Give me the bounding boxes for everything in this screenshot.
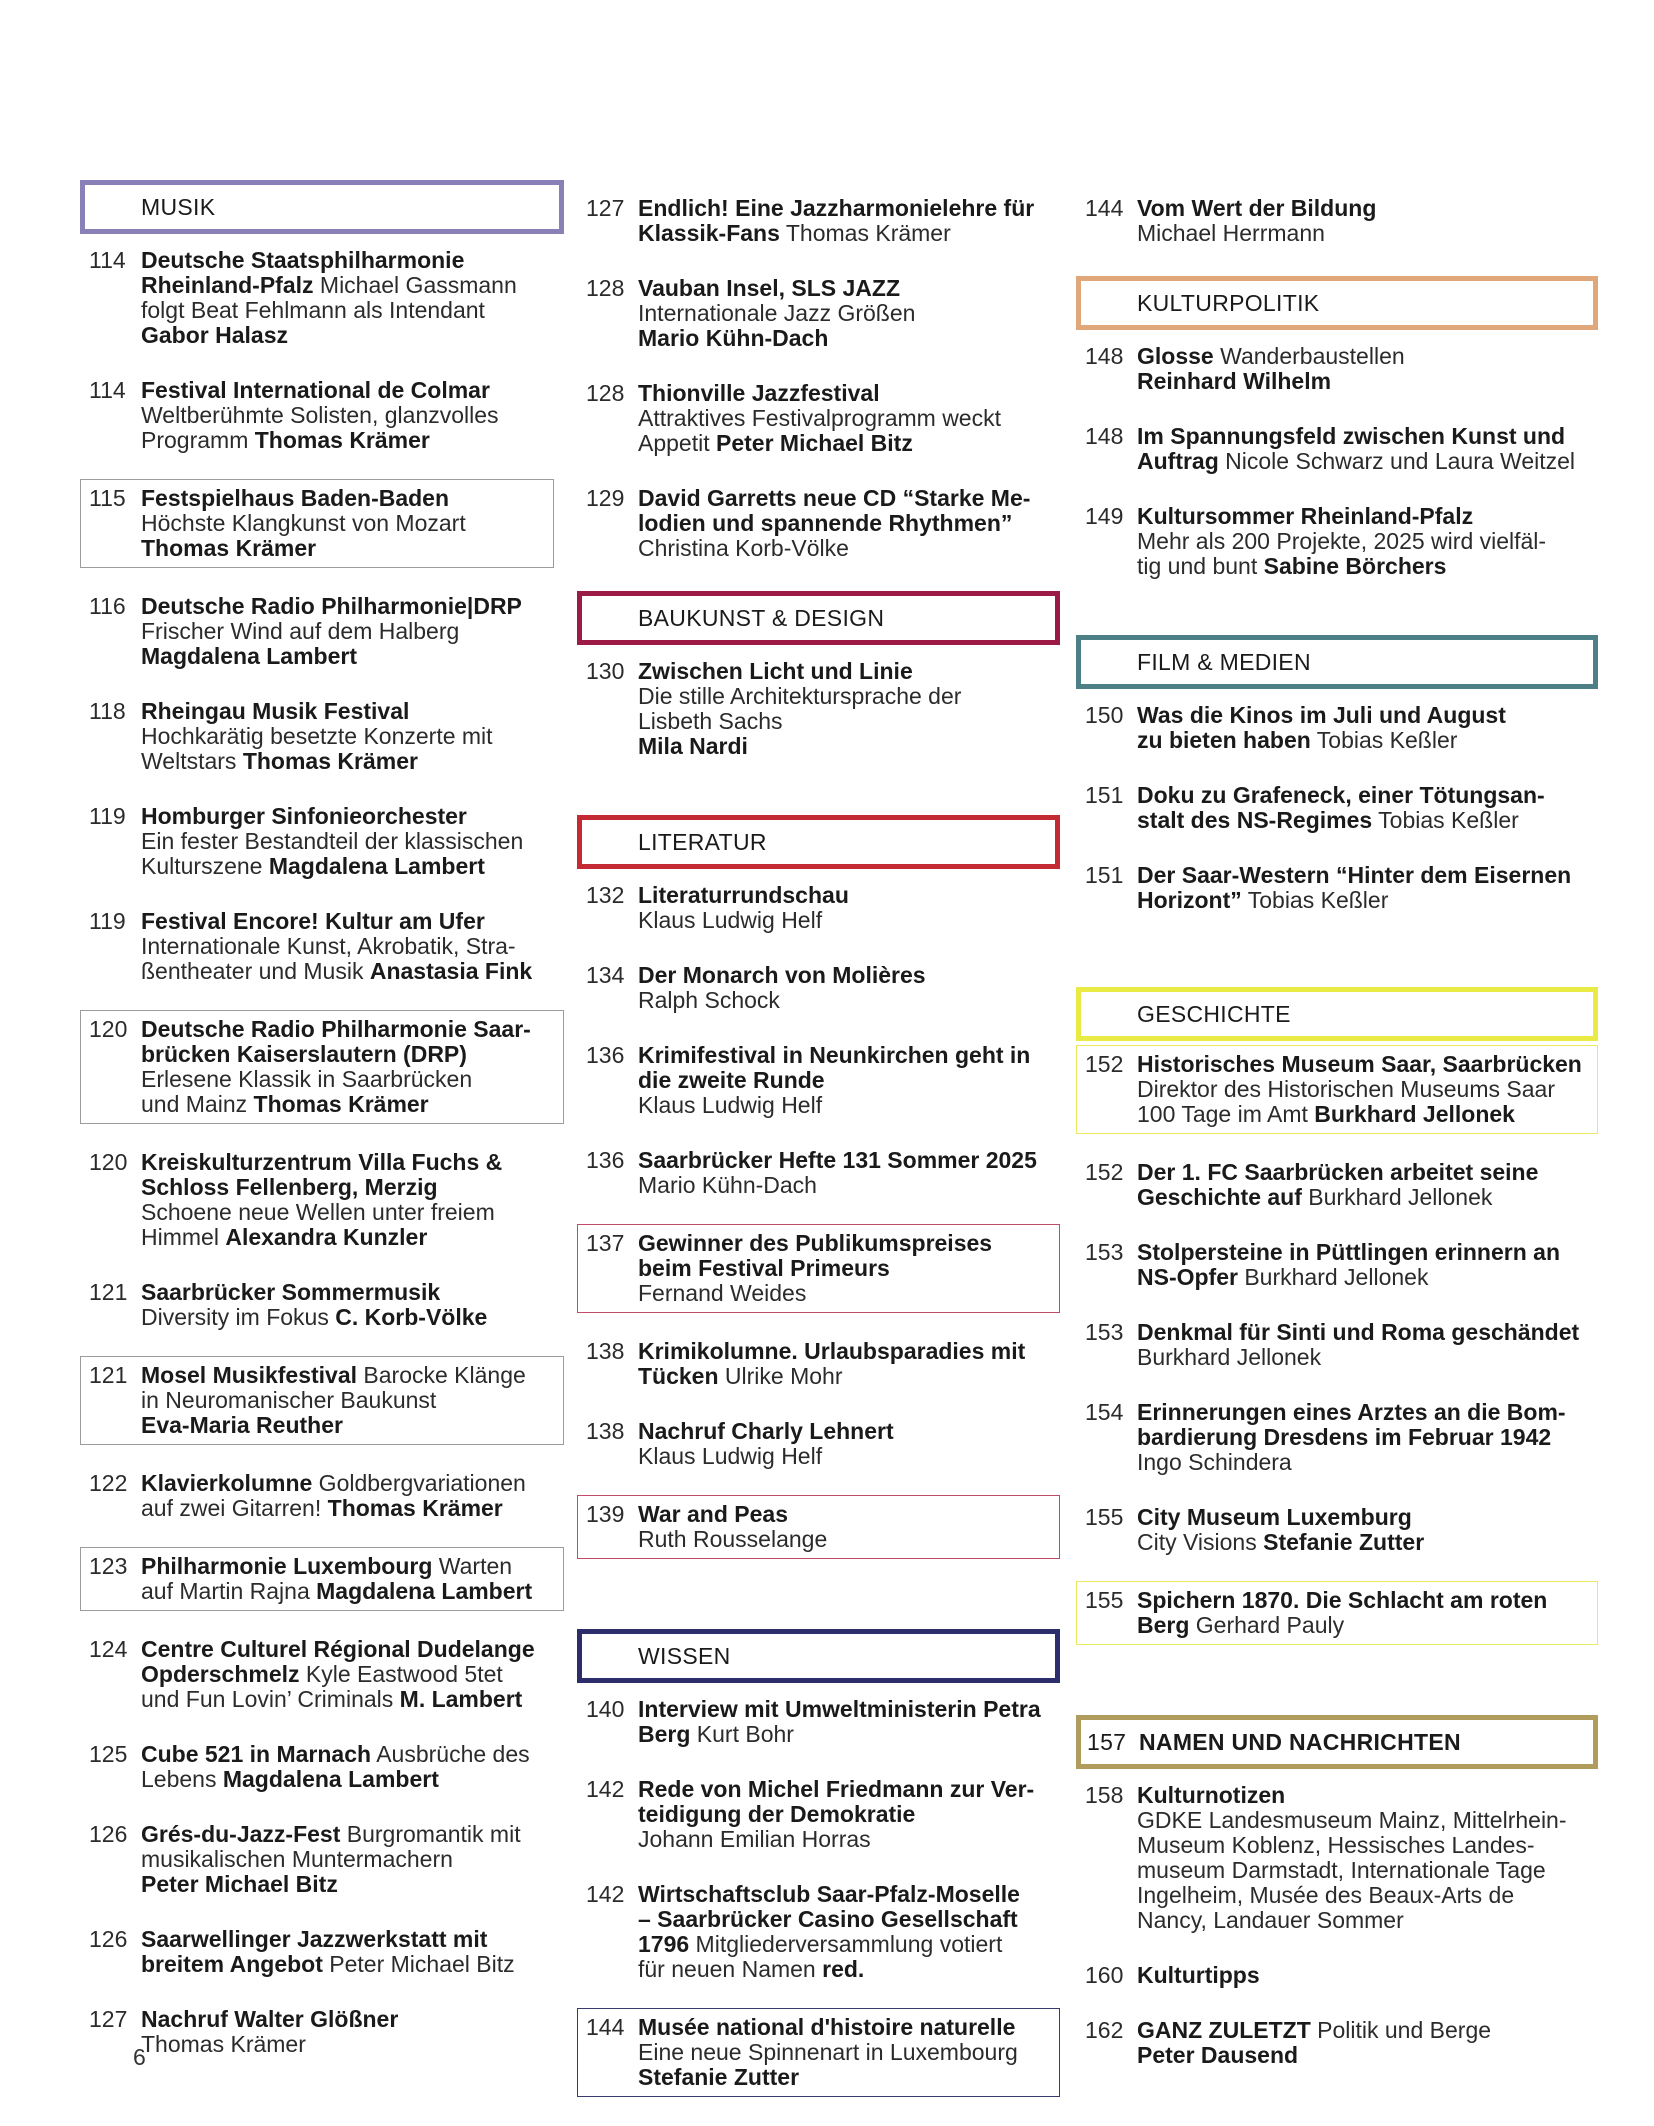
entry-author: C. Korb-Völke bbox=[335, 1304, 488, 1330]
entry-subtitle: Frischer Wind auf dem Halberg bbox=[141, 618, 460, 644]
entry-subtitle: Eine neue Spinnenart in Luxembourg bbox=[638, 2039, 1018, 2065]
entry-author: Christina Korb-Völke bbox=[638, 535, 849, 561]
entry-author: Thomas Krämer bbox=[242, 748, 418, 774]
entry-author: Stefanie Zutter bbox=[1263, 1529, 1425, 1555]
page-ref: 122 bbox=[89, 1470, 128, 1496]
entry-title: Deutsche Radio Philharmonie|DRP bbox=[141, 593, 522, 619]
entry-subtitle: Himmel bbox=[141, 1224, 226, 1250]
entry-title: Kreiskulturzentrum Villa Fuchs & bbox=[141, 1149, 503, 1175]
entry-title: bardierung Dresdens im Februar 1942 bbox=[1137, 1424, 1552, 1450]
entry-title: Musée national d'histoire naturelle bbox=[638, 2014, 1016, 2040]
entry-author: Michael Gassmann bbox=[313, 272, 517, 298]
column-3 bbox=[1076, 180, 1598, 2072]
page-ref: 132 bbox=[586, 882, 625, 908]
entry-author: Magdalena Lambert bbox=[316, 1578, 533, 1604]
page-ref: 126 bbox=[89, 1821, 128, 1847]
toc-entry[interactable] bbox=[577, 1039, 1060, 1122]
entry-subtitle: Weltstars bbox=[141, 748, 243, 774]
entry-author: Burkhard Jellonek bbox=[1237, 1264, 1429, 1290]
page-ref: 118 bbox=[89, 698, 126, 724]
toc-entry[interactable] bbox=[577, 1335, 1060, 1393]
entry-title: Mosel Musikfestival bbox=[141, 1362, 358, 1388]
page-ref: 150 bbox=[1085, 702, 1124, 728]
section-header-film: FILM & MEDIEN bbox=[1076, 635, 1598, 689]
entry-title: die zweite Runde bbox=[638, 1067, 825, 1093]
entry-author: Sabine Börchers bbox=[1263, 553, 1447, 579]
page-ref: 153 bbox=[1085, 1239, 1124, 1265]
toc-entry[interactable] bbox=[1076, 699, 1598, 757]
entry-subtitle: und Fun Lovin’ Criminals bbox=[141, 1686, 400, 1712]
entry-author: red. bbox=[822, 1956, 865, 1982]
toc-entry-highlighted[interactable] bbox=[80, 479, 554, 568]
entry-author: Peter Michael Bitz bbox=[716, 430, 913, 456]
page-ref: 142 bbox=[586, 1881, 625, 1907]
entry-title: Rheingau Musik Festival bbox=[141, 698, 410, 724]
entry-author: Tobias Keßler bbox=[1241, 887, 1389, 913]
page-ref: 148 bbox=[1085, 343, 1124, 369]
entry-title: breitem Angebot bbox=[141, 1951, 323, 1977]
page-ref: 129 bbox=[586, 485, 625, 511]
toc-entry[interactable] bbox=[1076, 2014, 1598, 2072]
entry-title: Spichern 1870. Die Schlacht am roten bbox=[1137, 1587, 1548, 1613]
toc-entry-highlighted[interactable] bbox=[577, 1224, 1060, 1313]
toc-entry[interactable] bbox=[80, 1633, 564, 1716]
entry-title: zu bieten haben bbox=[1137, 727, 1311, 753]
entry-title: Festspielhaus Baden-Baden bbox=[141, 485, 450, 511]
entry-author: Klaus Ludwig Helf bbox=[638, 907, 823, 933]
toc-entry[interactable] bbox=[577, 1144, 1060, 1202]
entry-title: Was die Kinos im Juli und August bbox=[1137, 702, 1506, 728]
entry-title: Zwischen Licht und Linie bbox=[638, 658, 913, 684]
page-ref: 126 bbox=[89, 1926, 128, 1952]
entry-author: Mila Nardi bbox=[638, 733, 748, 759]
entry-title: Rede von Michel Friedmann zur Ver- bbox=[638, 1776, 1035, 1802]
entry-subtitle: Nancy, Landauer Sommer bbox=[1137, 1907, 1404, 1933]
entry-title: Auftrag bbox=[1137, 448, 1219, 474]
page-ref: 151 bbox=[1085, 862, 1124, 888]
page-ref: 119 bbox=[89, 908, 126, 934]
toc-entry[interactable] bbox=[80, 1146, 564, 1254]
toc-entry[interactable] bbox=[1076, 1236, 1598, 1294]
entry-title: Geschichte auf bbox=[1137, 1184, 1302, 1210]
entry-title: Endlich! Eine Jazzharmonielehre für bbox=[638, 195, 1035, 221]
page-ref: 151 bbox=[1085, 782, 1124, 808]
entry-subtitle: Appetit bbox=[638, 430, 716, 456]
page-ref: 121 bbox=[89, 1279, 128, 1305]
entry-subtitle: Barocke Klänge bbox=[357, 1362, 526, 1388]
entry-subtitle: Programm bbox=[141, 427, 255, 453]
toc-entry[interactable] bbox=[80, 2003, 564, 2061]
entry-title: War and Peas bbox=[638, 1501, 788, 1527]
page-ref: 140 bbox=[586, 1696, 625, 1722]
page-ref: 120 bbox=[89, 1016, 128, 1042]
entry-title: Deutsche Staatsphilharmonie bbox=[141, 247, 465, 273]
page-ref: 123 bbox=[89, 1553, 128, 1579]
page-ref: 144 bbox=[586, 2014, 625, 2040]
page-ref: 128 bbox=[586, 380, 625, 406]
section-header-literatur: LITERATUR bbox=[577, 815, 1060, 869]
entry-title: Centre Culturel Régional Dudelange bbox=[141, 1636, 535, 1662]
entry-author: Thomas Krämer bbox=[779, 220, 951, 246]
toc-entry[interactable] bbox=[1076, 1156, 1598, 1214]
entry-author: Peter Michael Bitz bbox=[141, 1871, 338, 1897]
page-ref: 119 bbox=[89, 803, 126, 829]
toc-entry[interactable] bbox=[80, 1467, 564, 1525]
entry-subtitle: Höchste Klangkunst von Mozart bbox=[141, 510, 466, 536]
entry-subtitle: musikalischen Muntermachern bbox=[141, 1846, 453, 1872]
entry-subtitle: Wanderbaustellen bbox=[1213, 343, 1405, 369]
page-ref: 148 bbox=[1085, 423, 1124, 449]
toc-entry[interactable] bbox=[577, 1415, 1060, 1473]
toc-entry[interactable] bbox=[80, 695, 564, 778]
entry-subtitle: Weltberühmte Solisten, glanzvolles bbox=[141, 402, 499, 428]
entry-title: Glosse bbox=[1137, 343, 1214, 369]
entry-title: City Museum Luxemburg bbox=[1137, 1504, 1412, 1530]
page-ref: 152 bbox=[1085, 1159, 1124, 1185]
page-ref: 114 bbox=[89, 377, 126, 403]
toc-entry[interactable] bbox=[577, 879, 1060, 937]
entry-title: Horizont” bbox=[1137, 887, 1242, 913]
entry-author: Burkhard Jellonek bbox=[1314, 1101, 1515, 1127]
entry-title: Stolpersteine in Püttlingen erinnern an bbox=[1137, 1239, 1560, 1265]
entry-author: Gabor Halasz bbox=[141, 322, 288, 348]
entry-author: Ingo Schindera bbox=[1137, 1449, 1292, 1475]
page-ref: 152 bbox=[1085, 1051, 1124, 1077]
entry-title: Klavierkolumne bbox=[141, 1470, 313, 1496]
entry-subtitle: GDKE Landesmuseum Mainz, Mittelrhein- bbox=[1137, 1807, 1567, 1833]
page-ref: 157 bbox=[1087, 1728, 1127, 1755]
entry-title: Cube 521 in Marnach bbox=[141, 1741, 372, 1767]
page-ref: 114 bbox=[89, 247, 126, 273]
toc-entry[interactable] bbox=[1076, 1396, 1598, 1479]
entry-title: Saarwellinger Jazzwerkstatt mit bbox=[141, 1926, 488, 1952]
toc-entry[interactable] bbox=[1076, 1316, 1598, 1374]
entry-subtitle: Hochkarätig besetzte Konzerte mit bbox=[141, 723, 493, 749]
entry-title: Vom Wert der Bildung bbox=[1137, 195, 1377, 221]
toc-entry[interactable] bbox=[1076, 1779, 1598, 1937]
entry-subtitle: in Neuromanischer Baukunst bbox=[141, 1387, 437, 1413]
entry-author: Thomas Krämer bbox=[253, 1091, 429, 1117]
section-header-baukunst: BAUKUNST & DESIGN bbox=[577, 591, 1060, 645]
toc-entry-highlighted[interactable] bbox=[577, 1495, 1060, 1559]
entry-title: Kulturtipps bbox=[1137, 1962, 1260, 1988]
toc-entry-highlighted[interactable] bbox=[80, 1356, 564, 1445]
entry-title: – Saarbrücker Casino Gesellschaft bbox=[638, 1906, 1018, 1932]
entry-author: Burkhard Jellonek bbox=[1137, 1344, 1322, 1370]
entry-subtitle: Diversity im Fokus bbox=[141, 1304, 336, 1330]
entry-subtitle: Mitgliederversammlung votiert bbox=[689, 1931, 1003, 1957]
entry-title: Opderschmelz bbox=[141, 1661, 300, 1687]
page-ref: 155 bbox=[1085, 1587, 1124, 1613]
entry-subtitle: museum Darmstadt, Internationale Tage bbox=[1137, 1857, 1546, 1883]
entry-author: Tobias Keßler bbox=[1310, 727, 1458, 753]
entry-subtitle: Die stille Architektursprache der bbox=[638, 683, 962, 709]
toc-entry[interactable] bbox=[1076, 859, 1598, 917]
entry-title: Der Monarch von Molières bbox=[638, 962, 926, 988]
entry-author: Anastasia Fink bbox=[369, 958, 533, 984]
entry-author: Ulrike Mohr bbox=[718, 1363, 843, 1389]
page-ref: 120 bbox=[89, 1149, 128, 1175]
entry-subtitle: Lebens bbox=[141, 1766, 223, 1792]
entry-subtitle: tig und bunt bbox=[1137, 553, 1264, 579]
entry-title: Grés-du-Jazz-Fest bbox=[141, 1821, 341, 1847]
entry-author: Nicole Schwarz und Laura Weitzel bbox=[1218, 448, 1576, 474]
entry-title: Erinnerungen eines Arztes an die Bom- bbox=[1137, 1399, 1566, 1425]
entry-subtitle: Internationale Jazz Größen bbox=[638, 300, 916, 326]
toc-entry[interactable] bbox=[80, 374, 564, 457]
entry-title: Im Spannungsfeld zwischen Kunst und bbox=[1137, 423, 1566, 449]
toc-entry[interactable] bbox=[80, 905, 564, 988]
entry-subtitle: Ausbrüche des bbox=[371, 1741, 530, 1767]
toc-entry[interactable] bbox=[1076, 1959, 1598, 1992]
toc-entry[interactable] bbox=[80, 1738, 564, 1796]
entry-subtitle: Attraktives Festivalprogramm weckt bbox=[638, 405, 1001, 431]
entry-subtitle: Warten bbox=[432, 1553, 513, 1579]
entry-author: Fernand Weides bbox=[638, 1280, 807, 1306]
page-ref: 155 bbox=[1085, 1504, 1124, 1530]
entry-author: Thomas Krämer bbox=[254, 427, 430, 453]
entry-title: Denkmal für Sinti und Roma geschändet bbox=[1137, 1319, 1580, 1345]
page-ref: 125 bbox=[89, 1741, 128, 1767]
entry-author: Eva-Maria Reuther bbox=[141, 1412, 343, 1438]
entry-title: Kulturnotizen bbox=[1137, 1782, 1286, 1808]
page-ref: 138 bbox=[586, 1418, 625, 1444]
entry-author: Ralph Schock bbox=[638, 987, 780, 1013]
entry-author: Alexandra Kunzler bbox=[225, 1224, 428, 1250]
entry-subtitle: Politik und Berge bbox=[1310, 2017, 1492, 2043]
page-ref: 127 bbox=[89, 2006, 128, 2032]
entry-title: Saarbrücker Sommermusik bbox=[141, 1279, 441, 1305]
entry-title: Homburger Sinfonieorchester bbox=[141, 803, 467, 829]
entry-author: M. Lambert bbox=[399, 1686, 523, 1712]
page-ref: 136 bbox=[586, 1147, 625, 1173]
entry-author: Thomas Krämer bbox=[141, 535, 317, 561]
column-1 bbox=[80, 180, 564, 2061]
toc-entry[interactable] bbox=[80, 1276, 564, 1334]
entry-title: Tücken bbox=[638, 1363, 719, 1389]
page-ref: 124 bbox=[89, 1636, 128, 1662]
page-ref: 134 bbox=[586, 962, 625, 988]
entry-title: Kultursommer Rheinland-Pfalz bbox=[1137, 503, 1474, 529]
entry-title: stalt des NS-Regimes bbox=[1137, 807, 1373, 833]
entry-author: Klaus Ludwig Helf bbox=[638, 1092, 823, 1118]
toc-entry-highlighted[interactable] bbox=[80, 1010, 564, 1124]
column-2 bbox=[577, 180, 1060, 2097]
toc-entry[interactable] bbox=[1076, 340, 1598, 398]
entry-subtitle: Burgromantik mit bbox=[340, 1821, 521, 1847]
entry-title: Deutsche Radio Philharmonie Saar- bbox=[141, 1016, 531, 1042]
entry-subtitle: Mehr als 200 Projekte, 2025 wird vielfäl- bbox=[1137, 528, 1547, 554]
toc-entry[interactable] bbox=[80, 1818, 564, 1901]
page-ref: 154 bbox=[1085, 1399, 1124, 1425]
entry-author: Thomas Krämer bbox=[141, 2031, 306, 2057]
entry-title: Philharmonie Luxembourg bbox=[141, 1553, 433, 1579]
entry-title: beim Festival Primeurs bbox=[638, 1255, 890, 1281]
entry-subtitle: Kyle Eastwood 5tet bbox=[299, 1661, 503, 1687]
entry-title: Der Saar-Western “Hinter dem Eisernen bbox=[1137, 862, 1572, 888]
toc-entry[interactable] bbox=[577, 1878, 1060, 1986]
entry-subtitle: ßentheater und Musik bbox=[141, 958, 370, 984]
entry-title: Klassik-Fans bbox=[638, 220, 780, 246]
entry-title: Doku zu Grafeneck, einer Tötungsan- bbox=[1137, 782, 1545, 808]
entry-title: Festival Encore! Kultur am Ufer bbox=[141, 908, 485, 934]
entry-subtitle: Ingelheim, Musée des Beaux-Arts de bbox=[1137, 1882, 1515, 1908]
page-ref: 142 bbox=[586, 1776, 625, 1802]
entry-title: Historisches Museum Saar, Saarbrücken bbox=[1137, 1051, 1582, 1077]
entry-subtitle: Lisbeth Sachs bbox=[638, 708, 783, 734]
toc-entry[interactable] bbox=[1076, 1501, 1598, 1559]
entry-title: lodien und spannende Rhythmen” bbox=[638, 510, 1013, 536]
toc-entry[interactable] bbox=[577, 377, 1060, 460]
entry-author: Thomas Krämer bbox=[327, 1495, 503, 1521]
entry-subtitle: Kulturszene bbox=[141, 853, 269, 879]
toc-entry-highlighted[interactable] bbox=[80, 1547, 564, 1611]
entry-title: Berg bbox=[638, 1721, 691, 1747]
entry-title: GANZ ZULETZT bbox=[1137, 2017, 1311, 2043]
toc-entry-highlighted[interactable] bbox=[1076, 1581, 1598, 1645]
toc-entry[interactable] bbox=[80, 1923, 564, 1981]
toc-entry[interactable] bbox=[577, 272, 1060, 355]
entry-title: Rheinland-Pfalz bbox=[141, 272, 314, 298]
toc-entry[interactable] bbox=[577, 482, 1060, 565]
page-ref: 116 bbox=[89, 593, 126, 619]
entry-title: Der 1. FC Saarbrücken arbeitet seine bbox=[1137, 1159, 1539, 1185]
page-ref: 127 bbox=[586, 195, 625, 221]
entry-title: Nachruf Charly Lehnert bbox=[638, 1418, 894, 1444]
entry-title: teidigung der Demokratie bbox=[638, 1801, 916, 1827]
entry-subtitle: Internationale Kunst, Akrobatik, Stra- bbox=[141, 933, 516, 959]
entry-title: David Garretts neue CD “Starke Me- bbox=[638, 485, 1031, 511]
entry-subtitle: Goldbergvariationen bbox=[312, 1470, 526, 1496]
toc-entry[interactable] bbox=[80, 244, 564, 352]
entry-title: Krimikolumne. Urlaubsparadies mit bbox=[638, 1338, 1026, 1364]
section-header-musik: MUSIK bbox=[80, 180, 564, 234]
toc-entry[interactable] bbox=[577, 192, 1060, 250]
page-ref: 158 bbox=[1085, 1782, 1124, 1808]
page-number: 6 bbox=[133, 2044, 146, 2070]
entry-author: Magdalena Lambert bbox=[268, 853, 485, 879]
entry-author: Ruth Rousselange bbox=[638, 1526, 828, 1552]
entry-author: Johann Emilian Horras bbox=[638, 1826, 871, 1852]
page-ref: 138 bbox=[586, 1338, 625, 1364]
entry-title: Berg bbox=[1137, 1612, 1190, 1638]
entry-title: Gewinner des Publikumspreises bbox=[638, 1230, 993, 1256]
entry-subtitle: Erlesene Klassik in Saarbrücken bbox=[141, 1066, 473, 1092]
entry-title: 1796 bbox=[638, 1931, 690, 1957]
entry-subtitle: 100 Tage im Amt bbox=[1137, 1101, 1315, 1127]
entry-author: Mario Kühn-Dach bbox=[638, 325, 829, 351]
entry-title: Krimifestival in Neunkirchen geht in bbox=[638, 1042, 1031, 1068]
entry-title: Thionville Jazzfestival bbox=[638, 380, 880, 406]
section-header-namen: 157 NAMEN UND NACHRICHTEN bbox=[1076, 1715, 1598, 1769]
entry-title: Nachruf Walter Glößner bbox=[141, 2006, 399, 2032]
page-ref: 121 bbox=[89, 1362, 128, 1388]
entry-author: Peter Michael Bitz bbox=[322, 1951, 515, 1977]
entry-title: brücken Kaiserslautern (DRP) bbox=[141, 1041, 467, 1067]
entry-author: Tobias Keßler bbox=[1372, 807, 1519, 833]
page-ref: 115 bbox=[89, 485, 126, 511]
toc-entry[interactable] bbox=[577, 655, 1060, 763]
page-ref: 153 bbox=[1085, 1319, 1124, 1345]
entry-subtitle: Schoene neue Wellen unter freiem bbox=[141, 1199, 495, 1225]
entry-title: Literaturrundschau bbox=[638, 882, 849, 908]
toc-entry[interactable] bbox=[1076, 420, 1598, 478]
entry-author: Stefanie Zutter bbox=[638, 2064, 800, 2090]
entry-subtitle: auf zwei Gitarren! bbox=[141, 1495, 328, 1521]
toc-entry[interactable] bbox=[1076, 779, 1598, 837]
entry-subtitle: City Visions bbox=[1137, 1529, 1264, 1555]
page-ref: 144 bbox=[1085, 195, 1124, 221]
toc-entry[interactable] bbox=[80, 800, 564, 883]
entry-subtitle: Ein fester Bestandteil der klassischen bbox=[141, 828, 524, 854]
section-header-geschichte: GESCHICHTE bbox=[1076, 987, 1598, 1041]
entry-author: Magdalena Lambert bbox=[222, 1766, 439, 1792]
page-ref: 130 bbox=[586, 658, 625, 684]
entry-title: NS-Opfer bbox=[1137, 1264, 1238, 1290]
entry-author: Mario Kühn-Dach bbox=[638, 1172, 817, 1198]
toc-entry[interactable] bbox=[577, 959, 1060, 1017]
page-ref: 160 bbox=[1085, 1962, 1124, 1988]
toc-entry[interactable] bbox=[1076, 500, 1598, 583]
toc-entry[interactable] bbox=[80, 590, 564, 673]
entry-title: Vauban Insel, SLS JAZZ bbox=[638, 275, 901, 301]
entry-title: Interview mit Umweltministerin Petra bbox=[638, 1696, 1041, 1722]
section-header-kulturpolitik: KULTURPOLITIK bbox=[1076, 276, 1598, 330]
page-ref: 149 bbox=[1085, 503, 1124, 529]
entry-author: Gerhard Pauly bbox=[1189, 1612, 1345, 1638]
page-ref: 128 bbox=[586, 275, 625, 301]
toc-entry[interactable] bbox=[577, 1693, 1060, 1751]
entry-subtitle: Museum Koblenz, Hessisches Landes- bbox=[1137, 1832, 1535, 1858]
entry-title: Wirtschaftsclub Saar-Pfalz-Moselle bbox=[638, 1881, 1020, 1907]
entry-subtitle: folgt Beat Fehlmann als Intendant bbox=[141, 297, 485, 323]
entry-author: Magdalena Lambert bbox=[141, 643, 357, 669]
entry-title: Festival International de Colmar bbox=[141, 377, 490, 403]
page-ref: 136 bbox=[586, 1042, 625, 1068]
page-ref: 139 bbox=[586, 1501, 625, 1527]
toc-entry-highlighted[interactable] bbox=[1076, 1045, 1598, 1134]
page-ref: 162 bbox=[1085, 2017, 1124, 2043]
entry-author: Burkhard Jellonek bbox=[1301, 1184, 1493, 1210]
entry-subtitle: für neuen Namen bbox=[638, 1956, 823, 1982]
section-header-wissen: WISSEN bbox=[577, 1629, 1060, 1683]
page-ref: 137 bbox=[586, 1230, 625, 1256]
entry-author: Kurt Bohr bbox=[690, 1721, 794, 1747]
entry-title: Schloss Fellenberg, Merzig bbox=[141, 1174, 438, 1200]
entry-author: Michael Herrmann bbox=[1137, 220, 1325, 246]
entry-author: Klaus Ludwig Helf bbox=[638, 1443, 823, 1469]
entry-author: Reinhard Wilhelm bbox=[1137, 368, 1332, 394]
entry-title: Saarbrücker Hefte 131 Sommer 2025 bbox=[638, 1147, 1037, 1173]
toc-entry-highlighted[interactable] bbox=[577, 2008, 1060, 2097]
entry-subtitle: Direktor des Historischen Museums Saar bbox=[1137, 1076, 1555, 1102]
toc-entry[interactable] bbox=[1076, 192, 1598, 250]
toc-entry[interactable] bbox=[577, 1773, 1060, 1856]
entry-subtitle: und Mainz bbox=[141, 1091, 254, 1117]
entry-author: Peter Dausend bbox=[1137, 2042, 1299, 2068]
entry-subtitle: auf Martin Rajna bbox=[141, 1578, 317, 1604]
